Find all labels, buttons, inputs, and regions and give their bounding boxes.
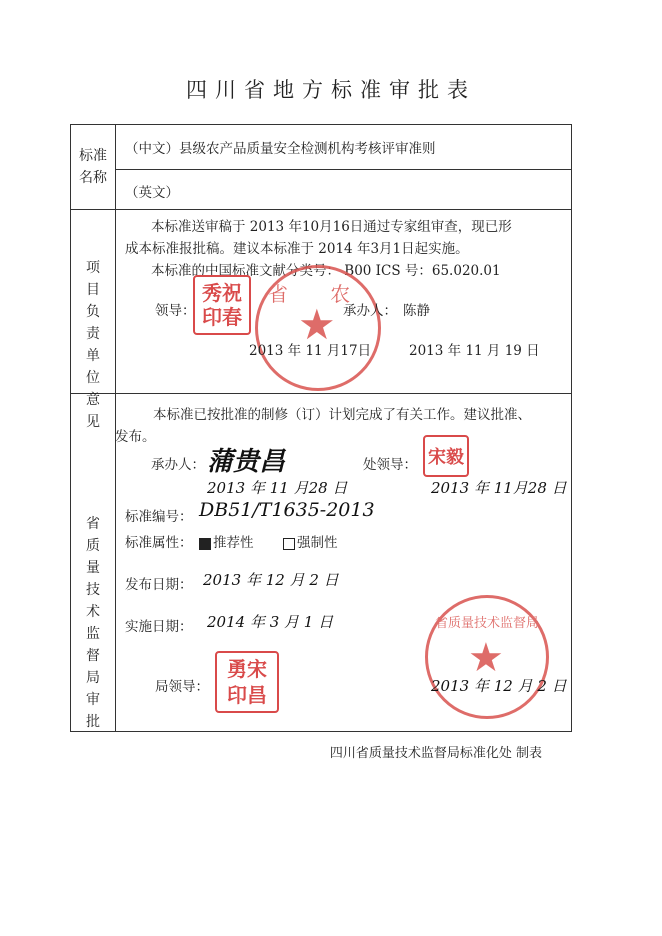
project-paragraph-line1: 本标准送审稿于 2013 年10月16日通过专家组审查，现已形	[151, 219, 512, 235]
seal-date: 2013 年 12 月 2 日	[431, 677, 567, 695]
checkbox-checked-icon	[199, 538, 211, 550]
seal-star-icon: ★	[298, 300, 336, 349]
checkbox-unchecked-icon	[283, 538, 295, 550]
standard-name-chinese: （中文）县级农产品质量安全检测机构考核评审准则	[125, 141, 436, 157]
bureau-date-left: 2013 年 11 月28 日	[207, 479, 348, 497]
bureau-paragraph-line2: 发布。	[115, 429, 156, 445]
project-leader-label: 领导：	[155, 303, 196, 319]
bureau-leader-seal: 勇宋印昌	[215, 651, 279, 713]
row-divider	[71, 393, 571, 394]
implement-date-value: 2014 年 3 月 1 日	[207, 613, 334, 631]
dept-leader-seal: 宋毅	[423, 435, 469, 477]
round-seal-text: 省 农	[267, 282, 369, 306]
publish-date-label: 发布日期：	[125, 577, 193, 593]
std-number-value: DB51/T1635-2013	[199, 499, 375, 521]
dept-leader-label: 处领导：	[363, 457, 417, 473]
bureau-round-seal	[425, 595, 549, 719]
label-standard-name: 标准名称	[79, 148, 107, 186]
row-divider	[71, 209, 571, 210]
implement-date-label: 实施日期：	[125, 619, 193, 635]
std-attribute-label: 标准属性：	[125, 535, 193, 551]
label-bureau-approval: 省质量技术监督局审批	[86, 516, 100, 730]
std-number-label: 标准编号：	[125, 509, 193, 525]
project-date-right: 2013 年 11 月 19 日	[409, 343, 540, 359]
bureau-paragraph-line1: 本标准已按批准的制修（订）计划完成了有关工作。建议批准、	[153, 407, 531, 423]
attribute-mandatory-option: 强制性	[283, 531, 338, 551]
label-project-unit: 项目负责单位意见	[86, 260, 100, 430]
project-paragraph-line2: 成本标准报批稿。建议本标准于 2014 年3月1日起实施。	[125, 241, 469, 257]
seal-star-icon: ★	[468, 635, 504, 681]
personal-seal-project-leader: 秀祝印春	[193, 275, 251, 335]
bureau-date-right: 2013 年 11月28 日	[431, 479, 567, 497]
bureau-handler-label: 承办人：	[151, 457, 205, 473]
project-handler-label: 承办人：	[343, 303, 397, 319]
round-seal-text: 省质量技术监督局	[434, 616, 539, 631]
attribute-recommended-option: 推荐性	[199, 531, 254, 551]
approval-table	[70, 124, 572, 732]
standard-name-english: （英文）	[125, 185, 179, 201]
footer-note: 四川省质量技术监督局标准化处 制表	[329, 746, 542, 761]
project-date-left: 2013 年 11 月17日	[249, 343, 372, 359]
project-handler-name: 陈静	[403, 303, 430, 319]
bureau-leader-label: 局领导：	[155, 679, 209, 695]
bureau-handler-signature: 蒲贵昌	[207, 447, 286, 477]
publish-date-value: 2013 年 12 月 2 日	[203, 571, 339, 589]
project-unit-round-seal	[255, 265, 381, 391]
row-divider	[115, 169, 571, 170]
classification-line: 本标准的中国标准文献分类号： B00 ICS 号：65.020.01	[151, 263, 501, 279]
page-title: 四川省地方标准审批表	[186, 78, 476, 102]
